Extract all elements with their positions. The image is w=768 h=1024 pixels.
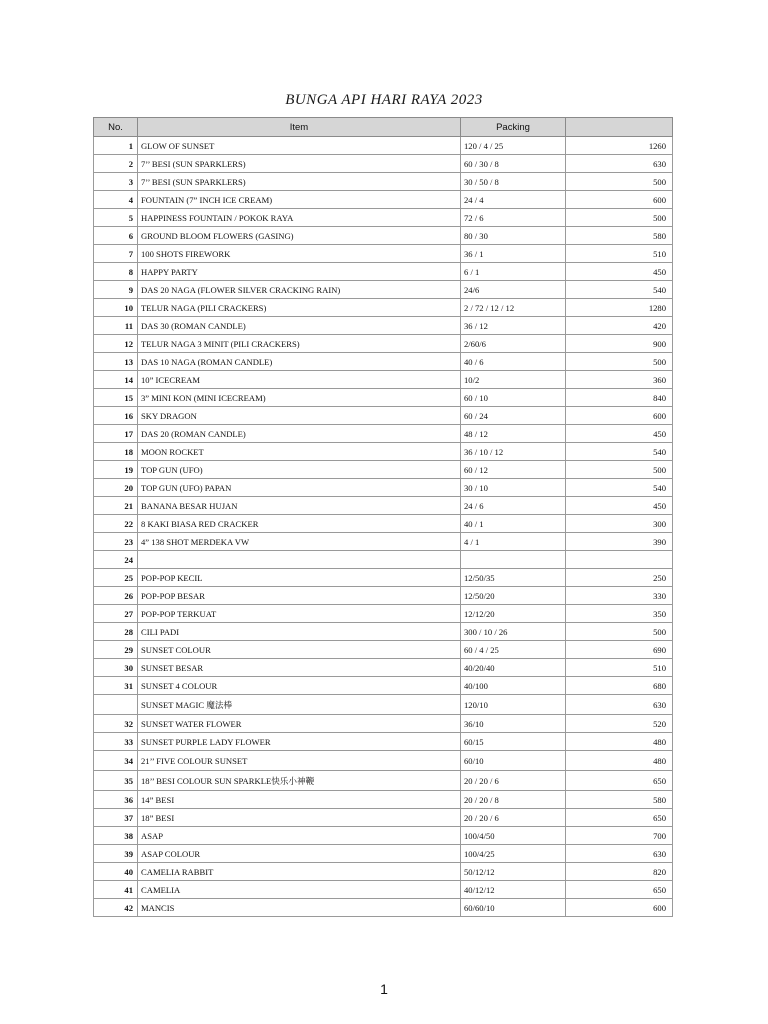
cell-no: 37 [94, 809, 138, 827]
table-row [94, 751, 673, 771]
cell-no: 36 [94, 791, 138, 809]
cell-item: SKY DRAGON [138, 407, 461, 425]
page-number: 1 [380, 981, 388, 997]
cell-no: 40 [94, 863, 138, 881]
cell-price: 630 [566, 695, 673, 715]
cell-item: SUNSET BESAR [138, 659, 461, 677]
cell-item: SUNSET PURPLE LADY FLOWER [138, 733, 461, 751]
cell-price: 500 [566, 173, 673, 191]
cell-item: GLOW OF SUNSET [138, 137, 461, 155]
cell-item: 10” ICECREAM [138, 371, 461, 389]
cell-price: 360 [566, 371, 673, 389]
cell-no [94, 695, 138, 715]
cell-price: 500 [566, 209, 673, 227]
table-row [94, 677, 673, 695]
cell-item: SUNSET 4 COLOUR [138, 677, 461, 695]
cell-item: MANCIS [138, 899, 461, 917]
table-row [94, 695, 673, 715]
cell-item: POP-POP TERKUAT [138, 605, 461, 623]
table-row [94, 227, 673, 245]
cell-price: 450 [566, 497, 673, 515]
table-row [94, 479, 673, 497]
cell-no: 26 [94, 587, 138, 605]
cell-no: 41 [94, 881, 138, 899]
cell-item: CAMELIA [138, 881, 461, 899]
cell-price: 600 [566, 899, 673, 917]
cell-packing: 12/12/20 [461, 605, 566, 623]
cell-item: HAPPINESS FOUNTAIN / POKOK RAYA [138, 209, 461, 227]
cell-packing: 120/10 [461, 695, 566, 715]
cell-packing: 24 / 6 [461, 497, 566, 515]
table-row [94, 245, 673, 263]
cell-packing: 60 / 4 / 25 [461, 641, 566, 659]
cell-price: 390 [566, 533, 673, 551]
cell-item: SUNSET COLOUR [138, 641, 461, 659]
cell-item: SUNSET MAGIC 魔法棒 [138, 695, 461, 715]
cell-packing: 12/50/20 [461, 587, 566, 605]
cell-no: 4 [94, 191, 138, 209]
table-row [94, 461, 673, 479]
price-list-table [93, 117, 673, 917]
cell-item: GROUND BLOOM FLOWERS (GASING) [138, 227, 461, 245]
cell-packing: 30 / 50 / 8 [461, 173, 566, 191]
cell-item: TELUR NAGA 3 MINIT (PILI CRACKERS) [138, 335, 461, 353]
table-header-row [94, 118, 673, 137]
cell-item: 7’’ BESI (SUN SPARKLERS) [138, 155, 461, 173]
cell-item: 7’’ BESI (SUN SPARKLERS) [138, 173, 461, 191]
cell-price: 900 [566, 335, 673, 353]
cell-packing: 120 / 4 / 25 [461, 137, 566, 155]
cell-price: 580 [566, 227, 673, 245]
header-no: No. [94, 118, 138, 137]
cell-no: 18 [94, 443, 138, 461]
cell-price: 580 [566, 791, 673, 809]
cell-price [566, 551, 673, 569]
cell-packing: 12/50/35 [461, 569, 566, 587]
cell-item: TOP GUN (UFO) [138, 461, 461, 479]
table-row [94, 881, 673, 899]
cell-price: 650 [566, 881, 673, 899]
table-row [94, 191, 673, 209]
cell-price: 690 [566, 641, 673, 659]
cell-item: 14” BESI [138, 791, 461, 809]
cell-no: 25 [94, 569, 138, 587]
table-body [94, 137, 673, 917]
cell-item: BANANA BESAR HUJAN [138, 497, 461, 515]
table-row [94, 569, 673, 587]
cell-packing [461, 551, 566, 569]
cell-item: HAPPY PARTY [138, 263, 461, 281]
cell-price: 510 [566, 659, 673, 677]
table-row [94, 281, 673, 299]
cell-packing: 40 / 6 [461, 353, 566, 371]
cell-item: 100 SHOTS FIREWORK [138, 245, 461, 263]
table-row [94, 155, 673, 173]
cell-packing: 60 / 10 [461, 389, 566, 407]
cell-no: 7 [94, 245, 138, 263]
cell-item: 8 KAKI BIASA RED CRACKER [138, 515, 461, 533]
cell-price: 1260 [566, 137, 673, 155]
cell-packing: 40/100 [461, 677, 566, 695]
cell-item: CAMELIA RABBIT [138, 863, 461, 881]
cell-packing: 60/60/10 [461, 899, 566, 917]
cell-price: 630 [566, 845, 673, 863]
table-row [94, 551, 673, 569]
cell-price: 1280 [566, 299, 673, 317]
table-row [94, 587, 673, 605]
table-row [94, 515, 673, 533]
cell-packing: 20 / 20 / 6 [461, 771, 566, 791]
cell-item: DAS 30 (ROMAN CANDLE) [138, 317, 461, 335]
cell-price: 420 [566, 317, 673, 335]
cell-packing: 80 / 30 [461, 227, 566, 245]
cell-packing: 36 / 1 [461, 245, 566, 263]
cell-price: 300 [566, 515, 673, 533]
cell-packing: 30 / 10 [461, 479, 566, 497]
cell-packing: 2/60/6 [461, 335, 566, 353]
table-row [94, 623, 673, 641]
cell-price: 500 [566, 461, 673, 479]
header-price [566, 118, 673, 137]
cell-packing: 40/20/40 [461, 659, 566, 677]
cell-item: 18’’ BESI COLOUR SUN SPARKLE快乐小神鞭 [138, 771, 461, 791]
table-row [94, 863, 673, 881]
cell-no: 20 [94, 479, 138, 497]
table-row [94, 809, 673, 827]
table-row [94, 827, 673, 845]
cell-packing: 36/10 [461, 715, 566, 733]
table-row [94, 137, 673, 155]
cell-item: POP-POP BESAR [138, 587, 461, 605]
cell-price: 480 [566, 733, 673, 751]
cell-no: 29 [94, 641, 138, 659]
cell-no: 10 [94, 299, 138, 317]
cell-no: 19 [94, 461, 138, 479]
cell-packing: 6 / 1 [461, 263, 566, 281]
cell-no: 33 [94, 733, 138, 751]
cell-item: 4” 138 SHOT MERDEKA VW [138, 533, 461, 551]
cell-no: 22 [94, 515, 138, 533]
cell-price: 650 [566, 809, 673, 827]
cell-no: 15 [94, 389, 138, 407]
cell-item: DAS 10 NAGA (ROMAN CANDLE) [138, 353, 461, 371]
cell-item: SUNSET WATER FLOWER [138, 715, 461, 733]
cell-no: 31 [94, 677, 138, 695]
cell-item: TOP GUN (UFO) PAPAN [138, 479, 461, 497]
cell-packing: 36 / 12 [461, 317, 566, 335]
cell-item: ASAP [138, 827, 461, 845]
cell-price: 630 [566, 155, 673, 173]
header-item: Item [138, 118, 461, 137]
cell-price: 600 [566, 191, 673, 209]
cell-packing: 100/4/25 [461, 845, 566, 863]
cell-no: 1 [94, 137, 138, 155]
cell-item: POP-POP KECIL [138, 569, 461, 587]
cell-packing: 4 / 1 [461, 533, 566, 551]
cell-no: 27 [94, 605, 138, 623]
cell-packing: 24/6 [461, 281, 566, 299]
cell-packing: 2 / 72 / 12 / 12 [461, 299, 566, 317]
cell-item: FOUNTAIN (7” INCH ICE CREAM) [138, 191, 461, 209]
cell-no: 23 [94, 533, 138, 551]
cell-price: 820 [566, 863, 673, 881]
table-row [94, 771, 673, 791]
cell-price: 840 [566, 389, 673, 407]
table-row [94, 371, 673, 389]
cell-no: 42 [94, 899, 138, 917]
cell-price: 680 [566, 677, 673, 695]
cell-packing: 60 / 30 / 8 [461, 155, 566, 173]
table-row [94, 791, 673, 809]
cell-packing: 60/10 [461, 751, 566, 771]
cell-price: 700 [566, 827, 673, 845]
cell-no: 35 [94, 771, 138, 791]
table-row [94, 659, 673, 677]
table-row [94, 335, 673, 353]
cell-price: 540 [566, 281, 673, 299]
cell-packing: 300 / 10 / 26 [461, 623, 566, 641]
table-row [94, 353, 673, 371]
cell-price: 450 [566, 425, 673, 443]
cell-price: 540 [566, 443, 673, 461]
table-row [94, 209, 673, 227]
cell-price: 500 [566, 623, 673, 641]
cell-price: 650 [566, 771, 673, 791]
cell-no: 34 [94, 751, 138, 771]
cell-no: 9 [94, 281, 138, 299]
cell-no: 14 [94, 371, 138, 389]
cell-item: DAS 20 NAGA (FLOWER SILVER CRACKING RAIN) [138, 281, 461, 299]
document-title: BUNGA API HARI RAYA 2023 [285, 92, 483, 108]
table-row [94, 733, 673, 751]
header-packing: Packing [461, 118, 566, 137]
cell-no: 17 [94, 425, 138, 443]
cell-item: CILI PADI [138, 623, 461, 641]
cell-no: 21 [94, 497, 138, 515]
table-row [94, 715, 673, 733]
cell-price: 600 [566, 407, 673, 425]
table-row [94, 641, 673, 659]
table-row [94, 389, 673, 407]
cell-no: 16 [94, 407, 138, 425]
cell-no: 32 [94, 715, 138, 733]
cell-price: 520 [566, 715, 673, 733]
cell-price: 510 [566, 245, 673, 263]
cell-packing: 60/15 [461, 733, 566, 751]
table-row [94, 497, 673, 515]
cell-no: 2 [94, 155, 138, 173]
cell-item: 3” MINI KON (MINI ICECREAM) [138, 389, 461, 407]
cell-no: 6 [94, 227, 138, 245]
table-row [94, 605, 673, 623]
cell-no: 28 [94, 623, 138, 641]
cell-no: 24 [94, 551, 138, 569]
table-row [94, 263, 673, 281]
cell-item: MOON ROCKET [138, 443, 461, 461]
cell-no: 38 [94, 827, 138, 845]
cell-price: 250 [566, 569, 673, 587]
table-row [94, 845, 673, 863]
cell-item: TELUR NAGA (PILI CRACKERS) [138, 299, 461, 317]
cell-item: ASAP COLOUR [138, 845, 461, 863]
table-row [94, 173, 673, 191]
cell-no: 30 [94, 659, 138, 677]
cell-packing: 40/12/12 [461, 881, 566, 899]
cell-packing: 40 / 1 [461, 515, 566, 533]
cell-no: 11 [94, 317, 138, 335]
cell-price: 330 [566, 587, 673, 605]
table-row [94, 443, 673, 461]
cell-packing: 48 / 12 [461, 425, 566, 443]
cell-item: 18” BESI [138, 809, 461, 827]
table-row [94, 899, 673, 917]
cell-no: 39 [94, 845, 138, 863]
cell-packing: 24 / 4 [461, 191, 566, 209]
cell-no: 12 [94, 335, 138, 353]
cell-packing: 60 / 12 [461, 461, 566, 479]
table-row [94, 407, 673, 425]
cell-price: 540 [566, 479, 673, 497]
cell-packing: 72 / 6 [461, 209, 566, 227]
cell-item: DAS 20 (ROMAN CANDLE) [138, 425, 461, 443]
table-row [94, 299, 673, 317]
cell-no: 8 [94, 263, 138, 281]
cell-item: 21’’ FIVE COLOUR SUNSET [138, 751, 461, 771]
cell-packing: 50/12/12 [461, 863, 566, 881]
cell-price: 500 [566, 353, 673, 371]
cell-price: 450 [566, 263, 673, 281]
cell-packing: 10/2 [461, 371, 566, 389]
cell-packing: 60 / 24 [461, 407, 566, 425]
cell-price: 480 [566, 751, 673, 771]
table-row [94, 533, 673, 551]
cell-packing: 100/4/50 [461, 827, 566, 845]
cell-no: 13 [94, 353, 138, 371]
cell-packing: 20 / 20 / 6 [461, 809, 566, 827]
cell-no: 5 [94, 209, 138, 227]
cell-no: 3 [94, 173, 138, 191]
cell-packing: 20 / 20 / 8 [461, 791, 566, 809]
table-row [94, 317, 673, 335]
cell-packing: 36 / 10 / 12 [461, 443, 566, 461]
cell-price: 350 [566, 605, 673, 623]
table-row [94, 425, 673, 443]
cell-item [138, 551, 461, 569]
